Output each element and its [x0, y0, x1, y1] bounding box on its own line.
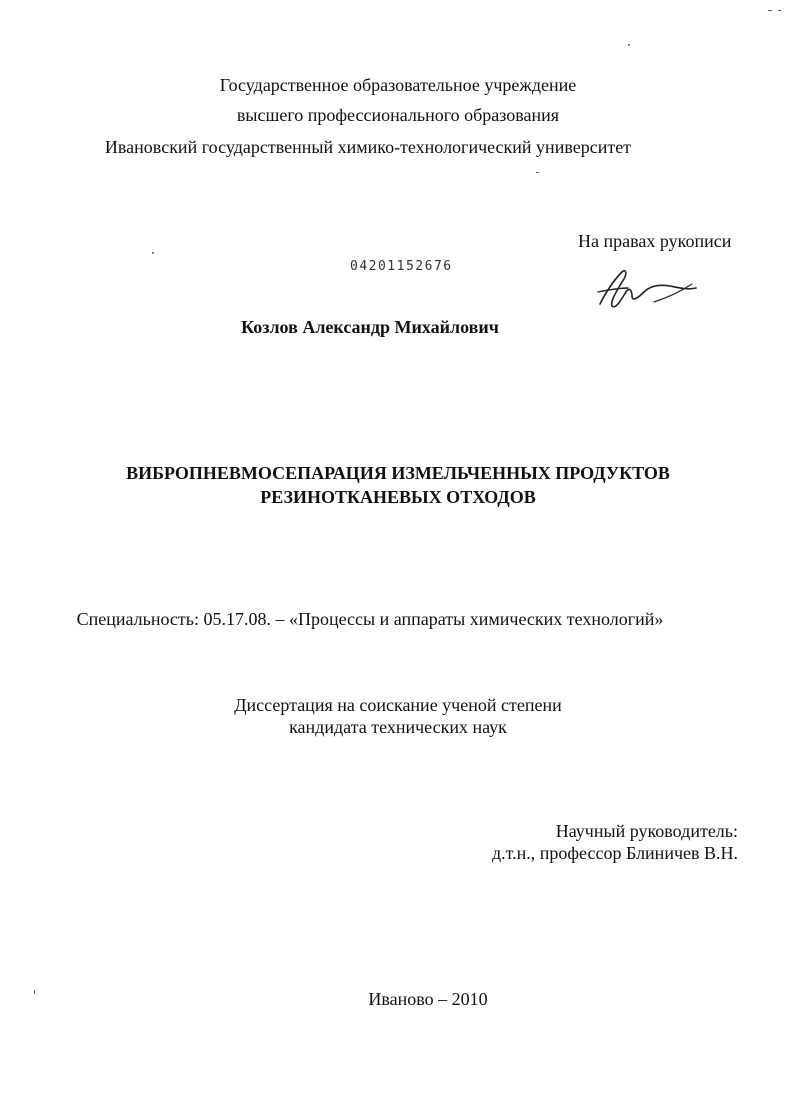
supervisor-label: Научный руководитель:: [555, 821, 738, 841]
place-year: Иваново – 2010: [368, 989, 488, 1009]
signature-icon: [592, 262, 704, 314]
institution-line-3: Ивановский государственный химико-технологический университет: [104, 137, 632, 157]
scan-speck: [152, 252, 154, 254]
degree-line-2: кандидата технических наук: [289, 717, 507, 737]
scan-speck: [34, 990, 35, 994]
scan-speck: [768, 10, 772, 11]
title-line-1: ВИБРОПНЕВМОСЕПАРАЦИЯ ИЗМЕЛЬЧЕННЫХ ПРОДУКТОВ: [126, 463, 670, 483]
institution-line-1: Государственное образовательное учреждение: [219, 75, 577, 95]
catalog-number: 04201152676: [350, 259, 453, 274]
scan-speck: [628, 44, 630, 46]
scan-speck: [536, 172, 539, 173]
degree-line-1: Диссертация на соискание ученой степени: [234, 695, 562, 715]
specialty: Специальность: 05.17.08. – «Процессы и аппараты химических технологий»: [76, 609, 664, 629]
institution-line-2: высшего профессионального образования: [236, 105, 560, 125]
manuscript-note: На правах рукописи: [578, 231, 732, 251]
title-line-2: РЕЗИНОТКАНЕВЫХ ОТХОДОВ: [260, 487, 536, 507]
author-name: Козлов Александр Михайлович: [241, 317, 499, 337]
supervisor-name: д.т.н., профессор Блиничев В.Н.: [491, 843, 738, 863]
scan-speck: [778, 10, 781, 11]
